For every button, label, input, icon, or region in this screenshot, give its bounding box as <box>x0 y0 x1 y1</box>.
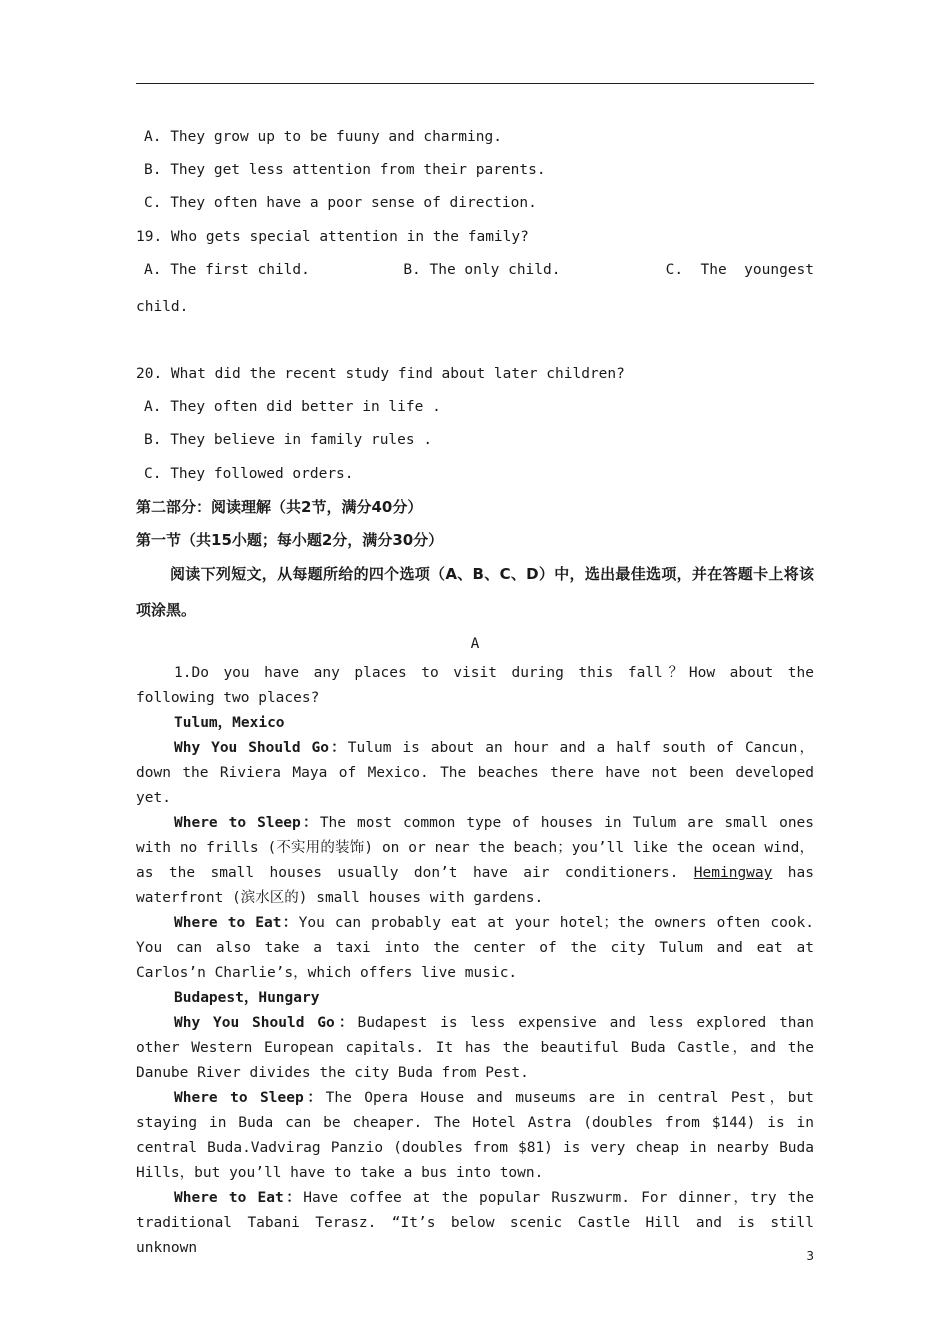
q19-option-c: C. The youngest <box>665 262 814 278</box>
why2-label: Why You Should Go： <box>174 1015 358 1031</box>
eat1-text: You can probably eat at your hotel；the owners often cook. You can also take a taxi into the center of the city Tulum and eat at Carlos’n Charlie’s，which offers live music. <box>136 915 814 981</box>
eat2-text: Have coffee at the popular Ruszwurm. For dinner，try the traditional Tabani Terasz. “It’s below scenic Castle Hill and is still unknown <box>136 1190 815 1256</box>
q20-option-a: A. They often did better in life . <box>144 399 441 415</box>
why1-text: Tulum is about an hour and a half south of Cancun，down the Riviera Maya of Mexico. The beaches there have not been developed yet. <box>136 740 814 806</box>
eat1-label: Where to Eat： <box>174 915 299 931</box>
why2-text: Budapest is less expensive and less explored than other Western European capitals. It has the beautiful Buda Castle，and the Danube River divides the city Buda from Pest. <box>136 1015 815 1081</box>
q19-options-row <box>136 260 814 280</box>
part2-heading: 第二部分：阅读理解（共2节，满分40分） <box>136 498 423 516</box>
q18-option-b: B. They get less attention from their parents. <box>144 162 546 178</box>
section1-heading: 第一节（共15小题；每小题2分，满分30分） <box>136 531 444 549</box>
header-rule <box>136 83 814 84</box>
place1-why <box>136 736 814 811</box>
q19-option-b: B. The only child. <box>403 262 561 278</box>
q19-question: 19. Who gets special attention in the family? <box>136 229 529 245</box>
sleep1-label: Where to Sleep： <box>174 815 320 831</box>
q19-option-c-continued: child. <box>136 299 189 315</box>
sleep1-hemingway-link: Hemingway <box>693 865 773 881</box>
q18-option-c: C. They often have a poor sense of direction. <box>144 195 537 211</box>
place1-eat <box>136 911 814 986</box>
page-number: 3 <box>806 1249 814 1263</box>
place2-title: Budapest，Hungary <box>174 990 320 1006</box>
place1-sleep <box>136 811 814 911</box>
sleep2-label: Where to Sleep： <box>174 1090 326 1106</box>
sleep2-text: The Opera House and museums are in central Pest，but staying in Buda can be cheaper. The Hotel Astra (doubles from $144) is in central Buda.Vadvirag Panzio (doubles from $81) is very cheap in nearby Buda Hills，but you’ll have to take a bus into town. <box>136 1090 814 1181</box>
place2-sleep <box>136 1086 814 1186</box>
q19-option-a: A. The first child. <box>144 262 310 278</box>
q18-option-a: A. They grow up to be fuuny and charming. <box>144 129 502 145</box>
place1-title: Tulum，Mexico <box>174 715 285 731</box>
passage-label: A <box>470 636 480 652</box>
q20-option-c: C. They followed orders. <box>144 466 354 482</box>
place2-eat <box>136 1186 814 1261</box>
q20-question: 20. What did the recent study find about later children? <box>136 366 625 382</box>
instructions: 阅读下列短文，从每题所给的四个选项（A、B、C、D）中，选出最佳选项，并在答题卡上将该项涂黑。 <box>136 565 814 619</box>
eat2-label: Where to Eat： <box>174 1190 304 1206</box>
passage-body <box>136 661 814 1261</box>
why1-label: Why You Should Go： <box>174 740 348 756</box>
sleep1-text-b: has waterfront (滨水区的) small houses with gardens. <box>136 865 814 906</box>
place2-why <box>136 1011 814 1086</box>
passage-intro: 1.Do you have any places to visit during this fall？How about the following two places? <box>136 665 814 706</box>
sleep1-text-a: The most common type of houses in Tulum are small ones with no frills (不实用的装饰) on or near the beach；you’ll like the ocean wind，as the small houses usually don’t have air conditioners. <box>136 815 815 881</box>
q20-option-b: B. They believe in family rules . <box>144 432 433 448</box>
